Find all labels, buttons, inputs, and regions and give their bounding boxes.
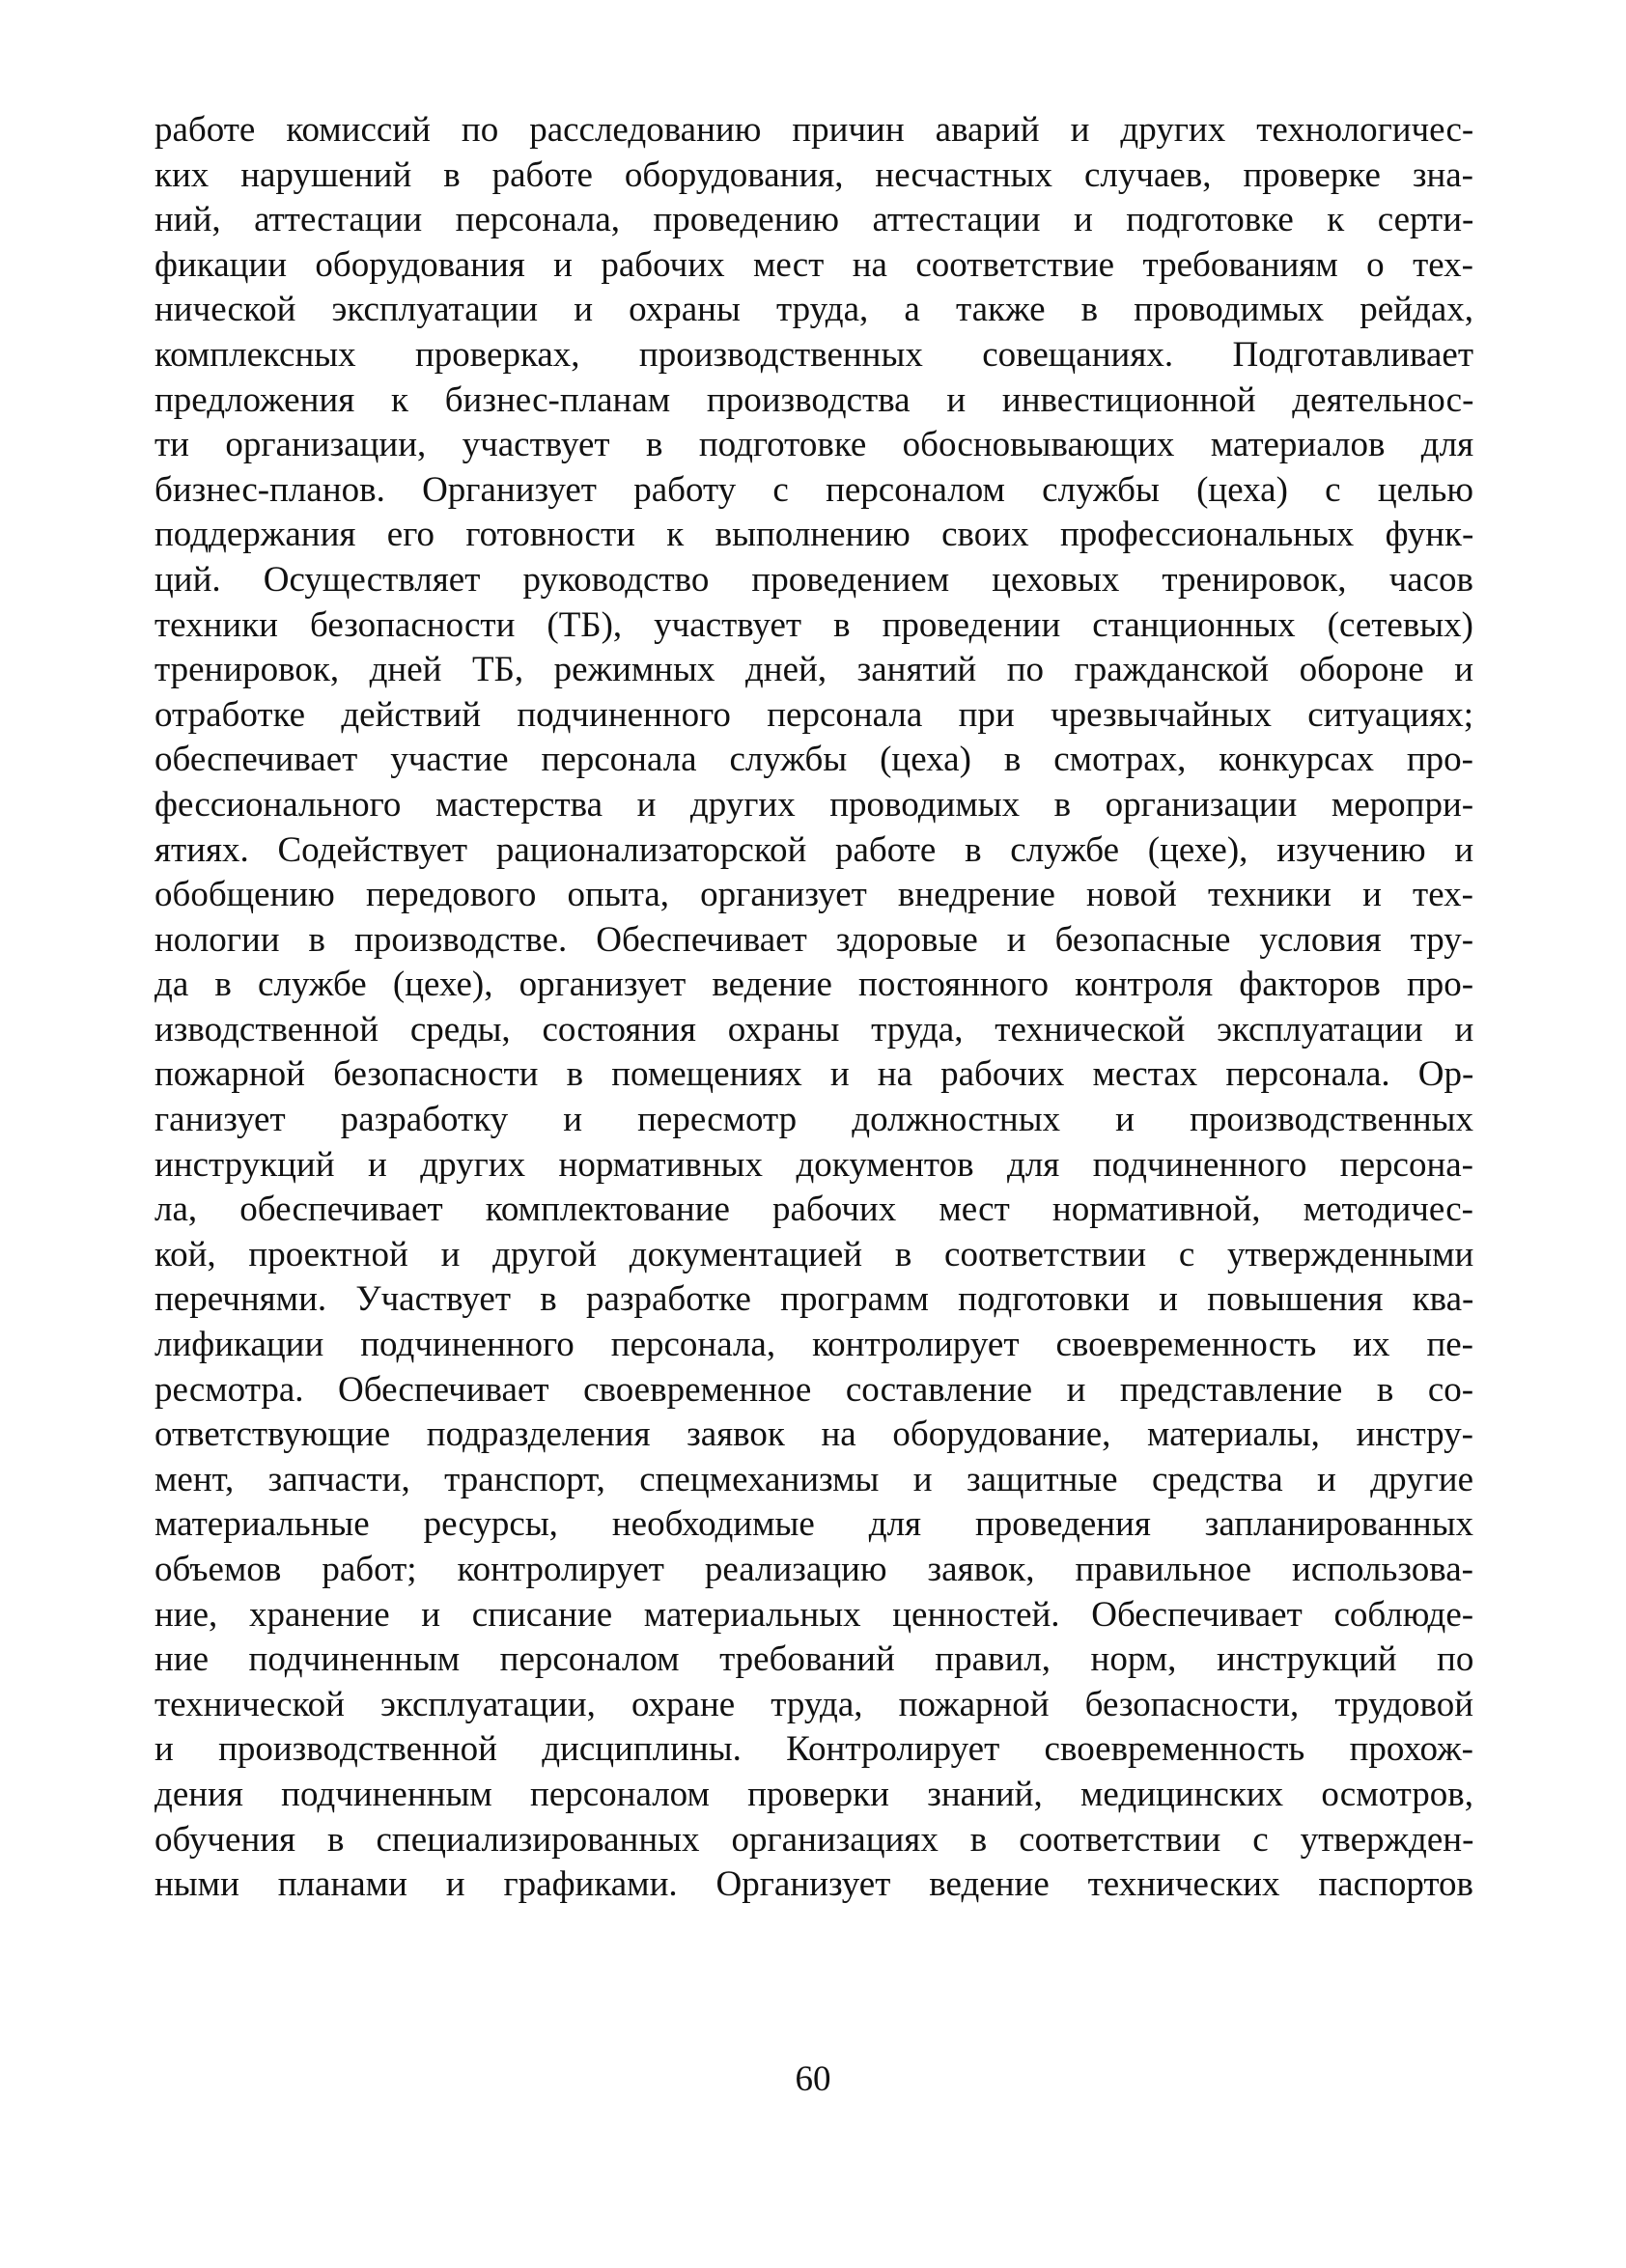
text-line: нической эксплуатации и охраны труда, а также в проводимых рейдах, xyxy=(154,290,1473,330)
text-line: да в службе (цехе), организует ведение постоянного контроля факторов про- xyxy=(154,965,1474,1005)
text-line: отработке действий подчиненного персонала при чрезвычайных ситуациях; xyxy=(154,694,1473,735)
text-line: материальные ресурсы, необходимые для проведения запланированных xyxy=(154,1504,1473,1545)
text-line: перечнями. Участвует в разработке программ подготовки и повышения ква- xyxy=(154,1279,1474,1320)
text-line: и производственной дисциплины. Контролирует своевременность прохож- xyxy=(154,1729,1473,1770)
text-line: инструкций и других нормативных документов для подчиненного персона- xyxy=(154,1144,1473,1185)
text-line: ний, аттестации персонала, проведению аттестации и подготовке к серти- xyxy=(154,200,1474,240)
text-line: изводственной среды, состояния охраны труда, технической эксплуатации и xyxy=(154,1009,1474,1050)
text-line: объемов работ; контролирует реализацию заявок, правильное использова- xyxy=(154,1550,1473,1589)
text-line: ятиях. Содействует рационализаторской работе в службе (цехе), изучению и xyxy=(154,829,1474,870)
text-line: лификации подчиненного персонала, контролирует своевременность их пе- xyxy=(154,1325,1473,1365)
text-line: ций. Осуществляет руководство проведением цеховых тренировок, часов xyxy=(154,559,1474,600)
text-line: техники безопасности (ТБ), участвует в проведении станционных (сетевых) xyxy=(154,604,1473,645)
text-line: работе комиссий по расследованию причин аварий и других технологичес- xyxy=(154,110,1474,150)
text-line: ние подчиненным персоналом требований правил, норм, инструкций по xyxy=(154,1639,1474,1680)
text-line: дения подчиненным персоналом проверки знаний, медицинских осмотров, xyxy=(154,1774,1473,1814)
text-line: мент, запчасти, транспорт, спецмеханизмы и защитные средства и другие xyxy=(154,1459,1473,1499)
text-line: ла, обеспечивает комплектование рабочих мест нормативной, методичес- xyxy=(154,1190,1473,1230)
text-line: предложения к бизнес-планам производства и инвестиционной деятельнос- xyxy=(154,379,1474,420)
text-line: обеспечивает участие персонала службы (цеха) в смотрах, конкурсах про- xyxy=(154,740,1473,780)
text-line: фикации оборудования и рабочих мест на соответствие требованиям о тех- xyxy=(154,244,1473,285)
text-line: ких нарушений в работе оборудования, несчастных случаев, проверке зна- xyxy=(154,154,1473,195)
text-line: технической эксплуатации, охране труда, пожарной безопасности, трудовой xyxy=(154,1684,1474,1724)
text-line: кой, проектной и другой документацией в соответствии с утвержденными xyxy=(154,1234,1474,1274)
text-line: бизнес-планов. Организует работу с персоналом службы (цеха) с целью xyxy=(154,469,1474,510)
text-line: пожарной безопасности в помещениях и на рабочих местах персонала. Ор- xyxy=(154,1054,1474,1095)
text-line: ными планами и графиками. Организует ведение технических паспортов xyxy=(154,1864,1473,1905)
text-line: ние, хранение и списание материальных ценностей. Обеспечивает соблюде- xyxy=(154,1594,1474,1635)
text-line: ресмотра. Обеспечивает своевременное составление и представление в со- xyxy=(154,1369,1474,1410)
text-line: ти организации, участвует в подготовке обосновывающих материалов для xyxy=(154,425,1474,465)
page-number: 60 xyxy=(795,2059,831,2099)
text-line: обучения в специализированных организациях в соответствии с утвержден- xyxy=(154,1819,1474,1860)
text-line: тренировок, дней ТБ, режимных дней, занятий по гражданской обороне и xyxy=(154,650,1473,690)
text-line: фессионального мастерства и других проводимых в организации меропри- xyxy=(154,784,1474,825)
text-line: поддержания его готовности к выполнению своих профессиональных функ- xyxy=(154,515,1474,555)
text-line: нологии в производстве. Обеспечивает здоровые и безопасные условия тру- xyxy=(154,919,1474,960)
text-line: ганизует разработку и пересмотр должностных и производственных xyxy=(154,1100,1473,1140)
body-text xyxy=(154,108,1473,1908)
text-line: ответствующие подразделения заявок на оборудование, материалы, инстру- xyxy=(154,1414,1473,1455)
text-line: обобщению передового опыта, организует внедрение новой техники и тех- xyxy=(154,875,1473,915)
text-line: комплексных проверках, производственных совещаниях. Подготавливает xyxy=(154,334,1473,375)
